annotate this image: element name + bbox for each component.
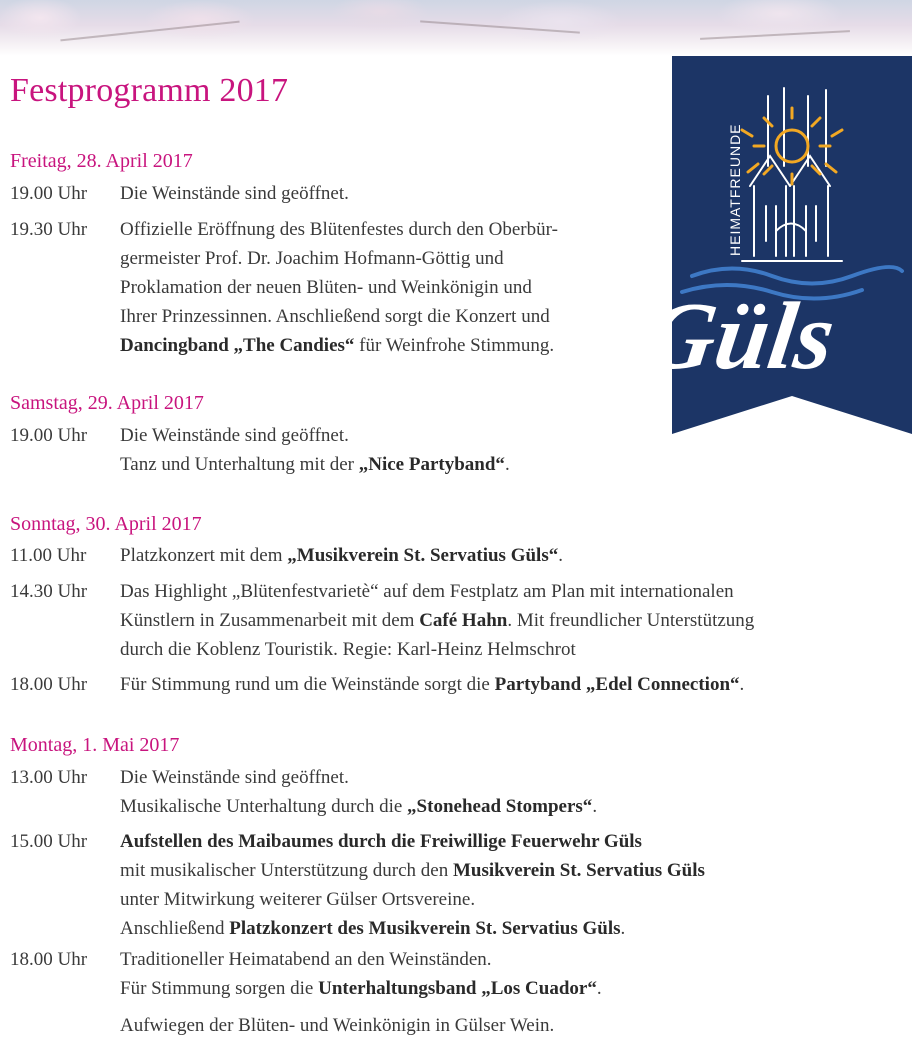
entry-line <box>120 635 884 664</box>
heimatfreunde-guels-logo <box>639 56 912 436</box>
entry-line-text: Musikalische Unterhaltung durch die <box>120 796 408 817</box>
entry-line-text: Für Stimmung rund um die Weinstände sorgt die <box>120 674 495 695</box>
entry-time: 18.00 Uhr <box>10 949 88 970</box>
entry-line-text: mit musikalischer Unterstützung durch den <box>120 860 453 881</box>
entry-line-text: Aufwiegen der Blüten- und Weinkönigin in Gülser Wein. <box>120 1015 555 1036</box>
program-entry <box>10 763 884 821</box>
entry-line <box>120 945 884 974</box>
entry-time: 19.30 Uhr <box>10 219 88 240</box>
entry-line-text: unter Mitwirkung weiterer Gülser Ortsvereine. <box>120 889 476 910</box>
entry-line-text: Ihrer Prinzessinnen. Anschließend sorgt die Konzert und <box>120 306 550 327</box>
entry-line <box>120 1011 884 1040</box>
entry-line <box>120 885 884 914</box>
day-heading: Freitag, 28. April 2017 <box>10 150 193 172</box>
entry-line-text: germeister Prof. Dr. Joachim Hofmann-Göttig und <box>120 248 504 269</box>
entry-time: 14.30 Uhr <box>10 581 88 602</box>
entry-text <box>120 541 884 570</box>
entry-time: 19.00 Uhr <box>10 425 88 446</box>
entry-line-text: Die Weinstände sind geöffnet. <box>120 425 349 446</box>
page-title: Festprogramm 2017 <box>10 72 289 109</box>
entry-line-text: Offizielle Eröffnung des Blütenfestes durch den Oberbür- <box>120 219 558 240</box>
logo-small-text: HEIMATFREUNDE <box>727 123 743 256</box>
entry-line-text: Das Highlight „Blütenfestvarietè“ auf dem Festplatz am Plan mit internationalen <box>120 581 734 602</box>
entry-line <box>120 856 884 885</box>
entry-line-text: Anschließend <box>120 918 230 939</box>
entry-text <box>120 577 884 664</box>
entry-line <box>120 792 884 821</box>
entry-line-text: Künstlern in Zusammenarbeit mit dem <box>120 610 420 631</box>
entry-bold-text: „Musikverein St. Servatius Güls“ <box>287 545 559 566</box>
entry-bold-text: Dancingband „The Candies“ <box>120 335 355 356</box>
entry-line-text: . <box>504 454 510 475</box>
entry-bold-text: Partyband „Edel Connection“ <box>494 674 740 695</box>
day-heading: Montag, 1. Mai 2017 <box>10 734 180 756</box>
entry-line-text: . Mit freundlicher Unterstützung <box>507 610 755 631</box>
entry-line-text: Die Weinstände sind geöffnet. <box>120 767 349 788</box>
entry-bold-text: Aufstellen des Maibaumes durch die Freiwillige Feuerwehr Güls <box>120 831 642 852</box>
entry-line <box>120 914 884 943</box>
entry-time: 15.00 Uhr <box>10 831 88 852</box>
branch-decoration <box>60 21 239 42</box>
entry-time: 11.00 Uhr <box>10 545 87 566</box>
entry-line-text: . <box>592 796 598 817</box>
entry-bold-text: „Stonehead Stompers“ <box>407 796 593 817</box>
entry-time: 13.00 Uhr <box>10 767 88 788</box>
entry-bold-text: Unterhaltungsband „Los Cuador“ <box>318 978 597 999</box>
program-entry <box>10 945 884 1040</box>
entry-line-text: für Weinfrohe Stimmung. <box>354 335 555 356</box>
entry-line <box>120 450 884 479</box>
entry-line-text: Für Stimmung sorgen die <box>120 978 319 999</box>
entry-line-text: Die Weinstände sind geöffnet. <box>120 183 349 204</box>
entry-line-text: durch die Koblenz Touristik. Regie: Karl-Heinz Helmschrot <box>120 639 576 660</box>
entry-bold-text: Café Hahn <box>419 610 508 631</box>
entry-line-text: Platzkonzert mit dem <box>120 545 288 566</box>
entry-line-text: Proklamation der neuen Blüten- und Weinkönigin und <box>120 277 532 298</box>
line-gap <box>120 1003 884 1011</box>
entry-line-text: Tanz und Unterhaltung mit der <box>120 454 359 475</box>
entry-text <box>120 763 884 821</box>
entry-bold-text: Platzkonzert des Musikverein St. Servatius Güls <box>229 918 621 939</box>
entry-line <box>120 827 884 856</box>
day-heading: Sonntag, 30. April 2017 <box>10 513 202 535</box>
entry-bold-text: Musikverein St. Servatius Güls <box>452 860 705 881</box>
entry-line <box>120 670 884 699</box>
branch-decoration <box>700 30 850 40</box>
entry-line-text: . <box>620 918 626 939</box>
entry-time: 18.00 Uhr <box>10 674 88 695</box>
logo-big-text: Güls <box>639 282 841 389</box>
blossom-header-strip <box>0 0 912 56</box>
entry-line <box>120 763 884 792</box>
entry-line <box>120 577 884 606</box>
entry-text <box>120 945 884 1040</box>
entry-line-text: . <box>596 978 602 999</box>
program-entry <box>10 670 884 699</box>
entry-time: 19.00 Uhr <box>10 183 88 204</box>
entry-line-text: . <box>558 545 563 566</box>
entry-bold-text: „Nice Partyband“ <box>358 454 505 475</box>
entry-line <box>120 606 884 635</box>
program-entry <box>10 577 884 664</box>
entry-line-text: . <box>739 674 745 695</box>
entry-line <box>120 541 884 570</box>
program-entry <box>10 827 884 943</box>
entry-text <box>120 827 884 943</box>
entry-line <box>120 974 884 1003</box>
entry-line-text: Traditioneller Heimatabend an den Weinständen. <box>120 949 492 970</box>
branch-decoration <box>420 20 580 33</box>
day-heading: Samstag, 29. April 2017 <box>10 392 204 414</box>
program-entry <box>10 541 884 570</box>
entry-text <box>120 670 884 699</box>
